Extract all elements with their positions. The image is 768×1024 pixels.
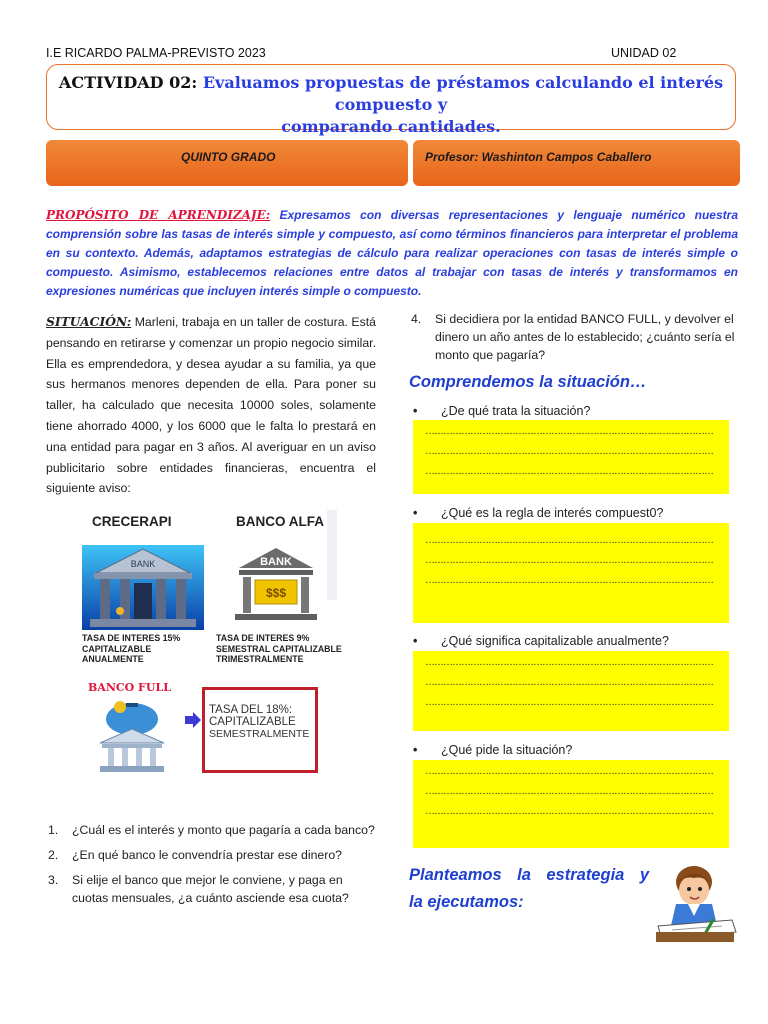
activity-title-line1: Evaluamos propuestas de préstamos calculando el interés compuesto y: [202, 73, 724, 114]
situation-paragraph: [46, 312, 376, 499]
teacher-text: Profesor: Washinton Campos Caballero: [425, 150, 652, 164]
answer-dots: ……………………………………………………………………………………: [425, 677, 713, 688]
question-text: ¿En qué banco le convendría prestar ese dinero?: [72, 848, 343, 862]
list-item: 4. Si decidiera por la entidad BANCO FULL, y devolver el dinero un año antes de lo establecido; ¿cuánto sería el monto que pagaría?: [411, 312, 735, 362]
situation-text: Marleni, trabaja en un taller de costura. Está pensando en retirarse y comenzar un propio negocio similar. Ella es emprendedora, y desea ayudar a su familia, ya que sus hermanos menores dependen de ella. Para poner su taller, ha calculado que necesita 10000 soles, solamente tiene ahorrado 4000, y los 6000 que le falta lo prestará en una entidad para pagar en 3 años. Al averiguar en un aviso publicitario sobre entidades financieras, encuentra el siguiente aviso:: [46, 315, 376, 496]
crecerapi-name: CRECERAPI: [92, 514, 172, 529]
answer-dots: ……………………………………………………………………………………: [425, 446, 713, 457]
banco-alfa-rate: TASA DE INTERES 9% SEMESTRAL CAPITALIZABLE TRIMESTRALMENTE: [216, 633, 342, 664]
answer-dots: ……………………………………………………………………………………: [425, 555, 713, 566]
list-item: 2. ¿En qué banco le convendría prestar ese dinero?: [48, 848, 343, 862]
answer-dots: ……………………………………………………………………………………: [425, 426, 713, 437]
banco-alfa-money-text: $$$: [265, 586, 287, 600]
crecerapi-rate: TASA DE INTERES 15% CAPITALIZABLE ANUALMENTE: [82, 633, 181, 664]
answer-dots: ……………………………………………………………………………………: [425, 535, 713, 546]
banco-alfa-name: BANCO ALFA: [236, 514, 324, 529]
crecerapi-bank-icon: [82, 545, 204, 630]
learning-purpose: [46, 206, 738, 301]
banco-full-name: BANCO FULL: [88, 681, 171, 694]
comprehension-question-1: • ¿De qué trata la situación?: [413, 404, 591, 418]
purpose-text: Expresamos con diversas representaciones y lenguaje numérico nuestra comprensión sobre las tasas de interés simple y compuesto, así como términos financieros para interpretar el problema en su contexto. Además, adaptamos estrategias de cálculo para realizar operaciones con tasas de interés simple o compuesto. Asimismo, establecemos relaciones entre datos al trabajar con tasas de interés y transformamos en expresiones numéricas que incluyen interés simple o compuesto.: [46, 208, 738, 298]
answer-dots: ……………………………………………………………………………………: [425, 766, 713, 777]
question-list-left: [46, 821, 376, 914]
situation-label: SITUACIÓN:: [46, 314, 132, 329]
question-text: Si elije el banco que mejor le conviene, y paga en cuotas mensuales, ¿a cuánto asciende esa cuota?: [72, 873, 349, 905]
question-text: ¿Cuál es el interés y monto que pagaría a cada banco?: [72, 823, 375, 837]
piggy-bank-icon: [86, 697, 176, 777]
answer-dots: ……………………………………………………………………………………: [425, 575, 713, 586]
answer-box-3[interactable]: [413, 651, 729, 731]
banco-alfa-bank-text: BANK: [260, 556, 292, 568]
comprehension-question-3: • ¿Qué significa capitalizable anualmente?: [413, 634, 669, 648]
school-name: I.E RICARDO PALMA-PREVISTO 2023: [46, 46, 266, 60]
activity-title-box: [46, 64, 736, 136]
answer-box-2[interactable]: [413, 523, 729, 623]
answer-dots: ……………………………………………………………………………………: [425, 806, 713, 817]
teacher-bar: [413, 140, 740, 186]
list-item: 3. Si elije el banco que mejor le conviene, y paga en cuotas mensuales, ¿a cuánto asciende esa cuota?: [48, 873, 349, 905]
student-writing-illustration: [652, 860, 738, 944]
answer-dots: ……………………………………………………………………………………: [425, 466, 713, 477]
comprehension-question-4: • ¿Qué pide la situación?: [413, 743, 573, 757]
answer-box-4[interactable]: [413, 760, 729, 848]
answer-dots: ……………………………………………………………………………………: [425, 697, 713, 708]
answer-dots: ……………………………………………………………………………………: [425, 657, 713, 668]
arrow-right-icon: [185, 712, 201, 728]
banco-full-rate-line2: CAPITALIZABLE: [209, 716, 296, 728]
crecerapi-bank-text: BANK: [130, 559, 156, 569]
purpose-label: PROPÓSITO DE APRENDIZAJE:: [46, 208, 271, 222]
activity-label: ACTIVIDAD 02:: [58, 73, 198, 92]
activity-title-line2: comparando cantidades.: [281, 117, 501, 136]
ad-divider: [327, 510, 337, 600]
banco-full-rate-box: [202, 687, 318, 773]
question-text: Si decidiera por la entidad BANCO FULL, y devolver el dinero un año antes de lo establecido; ¿cuánto sería el monto que pagaría?: [435, 312, 735, 362]
banco-full-rate-line1: TASA DEL 18%:: [209, 704, 293, 716]
strategy-heading: [409, 862, 649, 916]
strategy-line2: la ejecutamos:: [409, 893, 524, 911]
unit-label: UNIDAD 02: [611, 46, 677, 60]
grade-text: QUINTO GRADO: [181, 150, 276, 164]
list-item: 1. ¿Cuál es el interés y monto que pagaría a cada banco?: [48, 823, 375, 837]
strategy-line1: Planteamos la estrategia y: [409, 866, 649, 884]
comprehension-question-2: • ¿Qué es la regla de interés compuest0?: [413, 506, 664, 520]
question-list-right: [409, 310, 739, 371]
grade-bar: [46, 140, 408, 186]
answer-box-1[interactable]: [413, 420, 729, 494]
comprehension-heading: Comprendemos la situación…: [409, 373, 647, 391]
banco-full-rate-line3: SEMESTRALMENTE: [209, 728, 310, 740]
banco-alfa-bank-icon: [233, 544, 319, 626]
answer-dots: ……………………………………………………………………………………: [425, 786, 713, 797]
